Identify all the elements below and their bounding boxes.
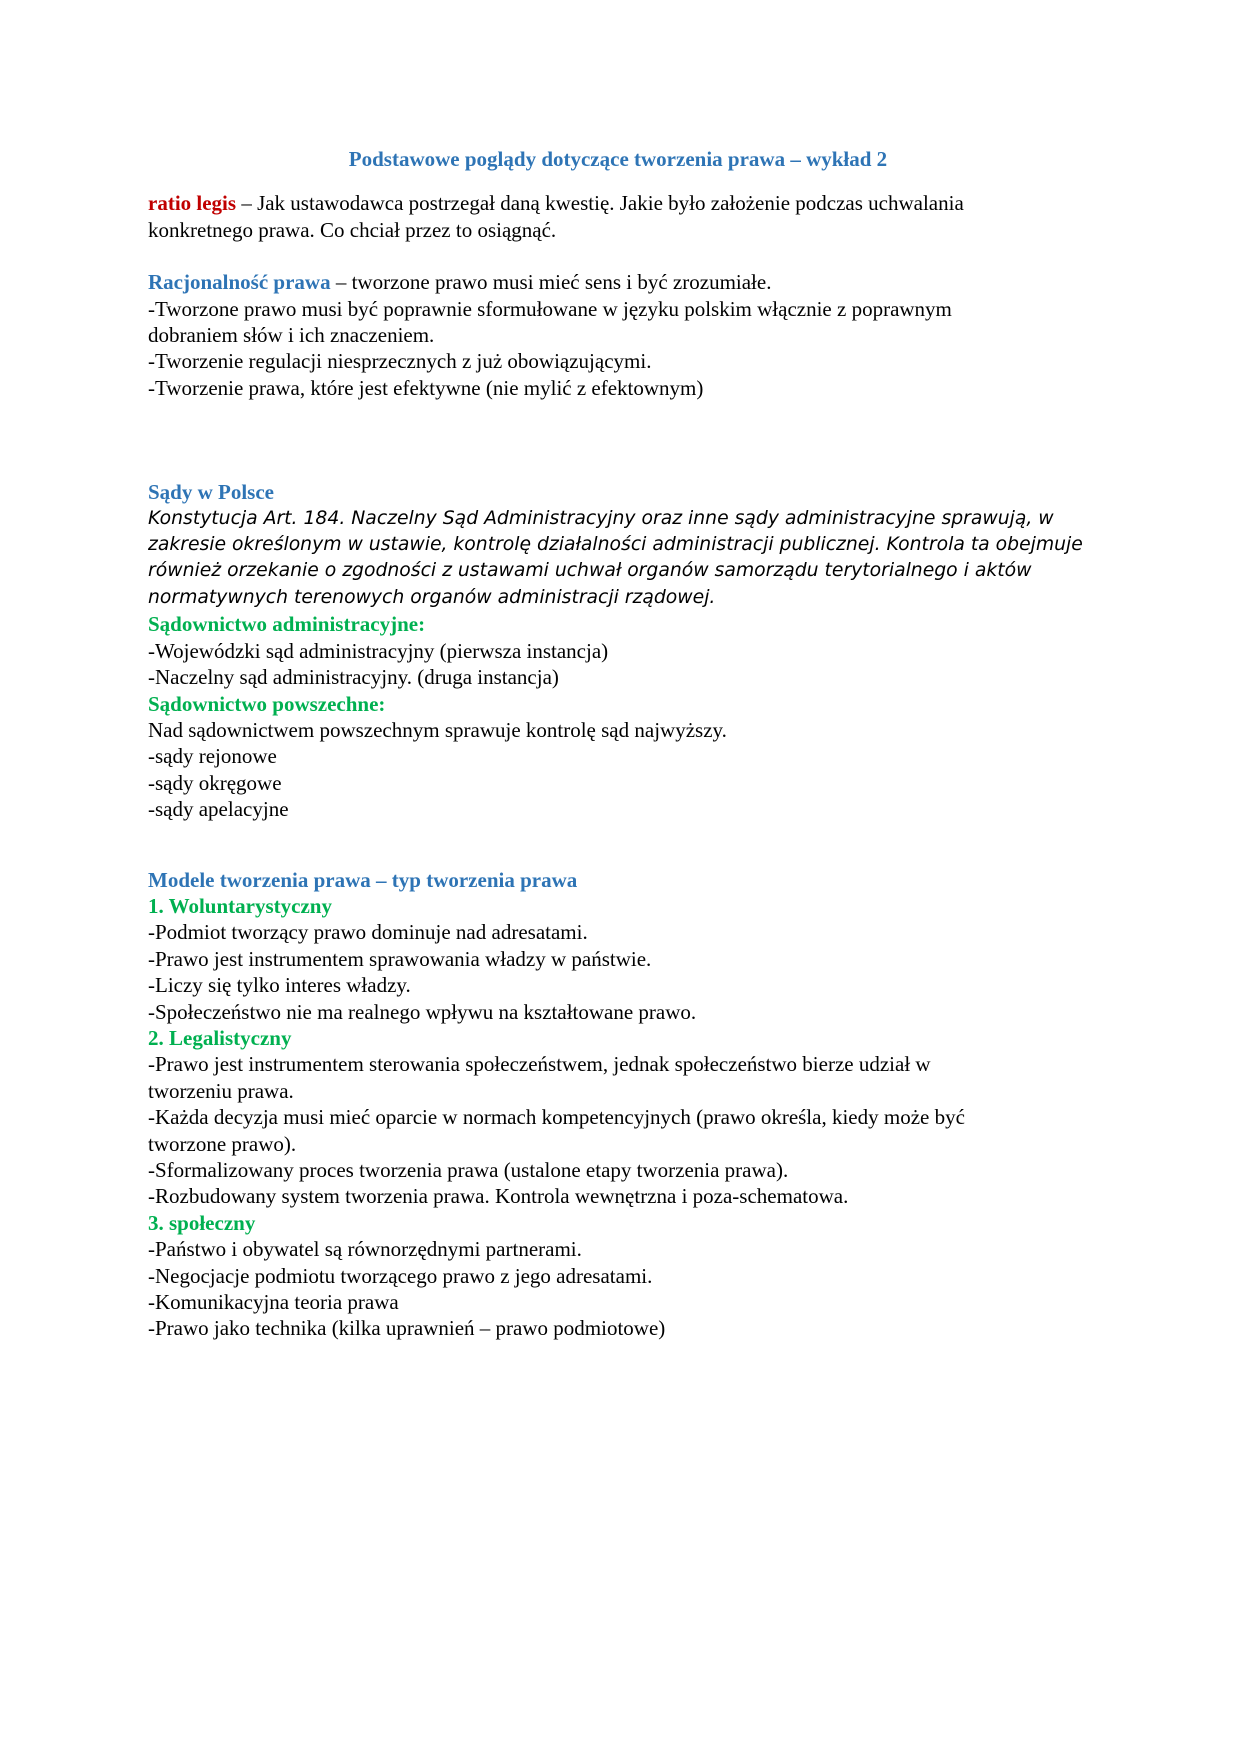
model-3-heading: 3. społeczny [148,1210,256,1235]
admin-line: -Wojewódzki sąd administracyjny (pierwsza instancja) [148,638,609,663]
modele-heading: Modele tworzenia prawa – typ tworzenia prawa [148,867,578,892]
ratio-legis-line-1 [148,190,1088,216]
ratio-legis-line-2: konkretnego prawa. Co chciał przez to osiągnąć. [148,217,557,242]
powszechne-line: -sądy apelacyjne [148,797,289,822]
konstytucja-line: również orzekanie o zgodności z ustawami uchwał organów samorządu terytorialnego i aktów [148,560,1032,582]
sadownictwo-powszechne-heading: Sądownictwo powszechne: [148,691,386,716]
admin-line: -Naczelny sąd administracyjny. (druga instancja) [148,665,559,690]
model-3-line: -Prawo jako technika (kilka uprawnień – prawo podmiotowe) [148,1316,666,1341]
powszechne-line: Nad sądownictwem powszechnym sprawuje kontrolę sąd najwyższy. [148,717,727,742]
ratio-legis-term: ratio legis [148,191,237,216]
document-title: Podstawowe poglądy dotyczące tworzenia prawa – wykład 2 [348,147,888,171]
racjonalnosc-term: Racjonalność prawa [148,270,331,295]
model-1-line: -Prawo jest instrumentem sprawowania władzy w państwie. [148,946,652,971]
racjonalnosc-line: dobraniem słów i ich znaczeniem. [148,323,435,348]
model-3-line: -Komunikacyjna teoria prawa [148,1290,399,1315]
powszechne-line: -sądy rejonowe [148,744,277,769]
racjonalnosc-line: -Tworzenie prawa, które jest efektywne (nie mylić z efektownym) [148,375,704,400]
model-2-line: -Rozbudowany system tworzenia prawa. Kontrola wewnętrzna i poza-schematowa. [148,1184,849,1209]
ratio-legis-text: – Jak ustawodawca postrzegał daną kwestię. Jakie było założenie podczas uchwalania [236,191,964,216]
konstytucja-line: zakresie określonym w ustawie, kontrolę działalności administracji publicznej. Kontrola ta obejmuje [148,534,1083,556]
sady-heading: Sądy w Polsce [148,480,274,505]
racjonalnosc-lead: – tworzone prawo musi mieć sens i być zrozumiałe. [330,270,772,295]
konstytucja-line: Konstytucja Art. 184. Naczelny Sąd Administracyjny oraz inne sądy administracyjne sprawują, w [148,507,1054,529]
sadownictwo-administracyjne-heading: Sądownictwo administracyjne: [148,612,426,637]
model-1-line: -Społeczeństwo nie ma realnego wpływu na kształtowane prawo. [148,999,697,1024]
model-2-line: -Prawo jest instrumentem sterowania społeczeństwem, jednak społeczeństwo bierze udział w [148,1052,931,1077]
model-1-line: -Podmiot tworzący prawo dominuje nad adresatami. [148,920,588,945]
model-1-line: -Liczy się tylko interes władzy. [148,973,411,998]
model-2-line: tworzone prawo). [148,1131,297,1156]
model-2-line: tworzeniu prawa. [148,1078,294,1103]
document-page [148,146,1088,1342]
powszechne-line: -sądy okręgowe [148,770,282,795]
model-3-line: -Państwo i obywatel są równorzędnymi partnerami. [148,1237,582,1262]
racjonalnosc-heading-line [148,269,1088,295]
konstytucja-line: normatywnych terenowych organów administracji rządowej. [148,586,716,608]
model-2-line: -Sformalizowany proces tworzenia prawa (ustalone etapy tworzenia prawa). [148,1158,789,1182]
model-2-line: -Każda decyzja musi mieć oparcie w normach kompetencyjnych (prawo określa, kiedy może być [148,1105,965,1130]
model-1-heading: 1. Woluntarystyczny [148,893,332,918]
racjonalnosc-line: -Tworzone prawo musi być poprawnie sformułowane w języku polskim włącznie z poprawnym [148,296,952,321]
model-2-heading: 2. Legalistyczny [148,1025,292,1050]
model-3-line: -Negocjacje podmiotu tworzącego prawo z jego adresatami. [148,1263,653,1288]
racjonalnosc-line: -Tworzenie regulacji niesprzecznych z już obowiązującymi. [148,349,652,374]
